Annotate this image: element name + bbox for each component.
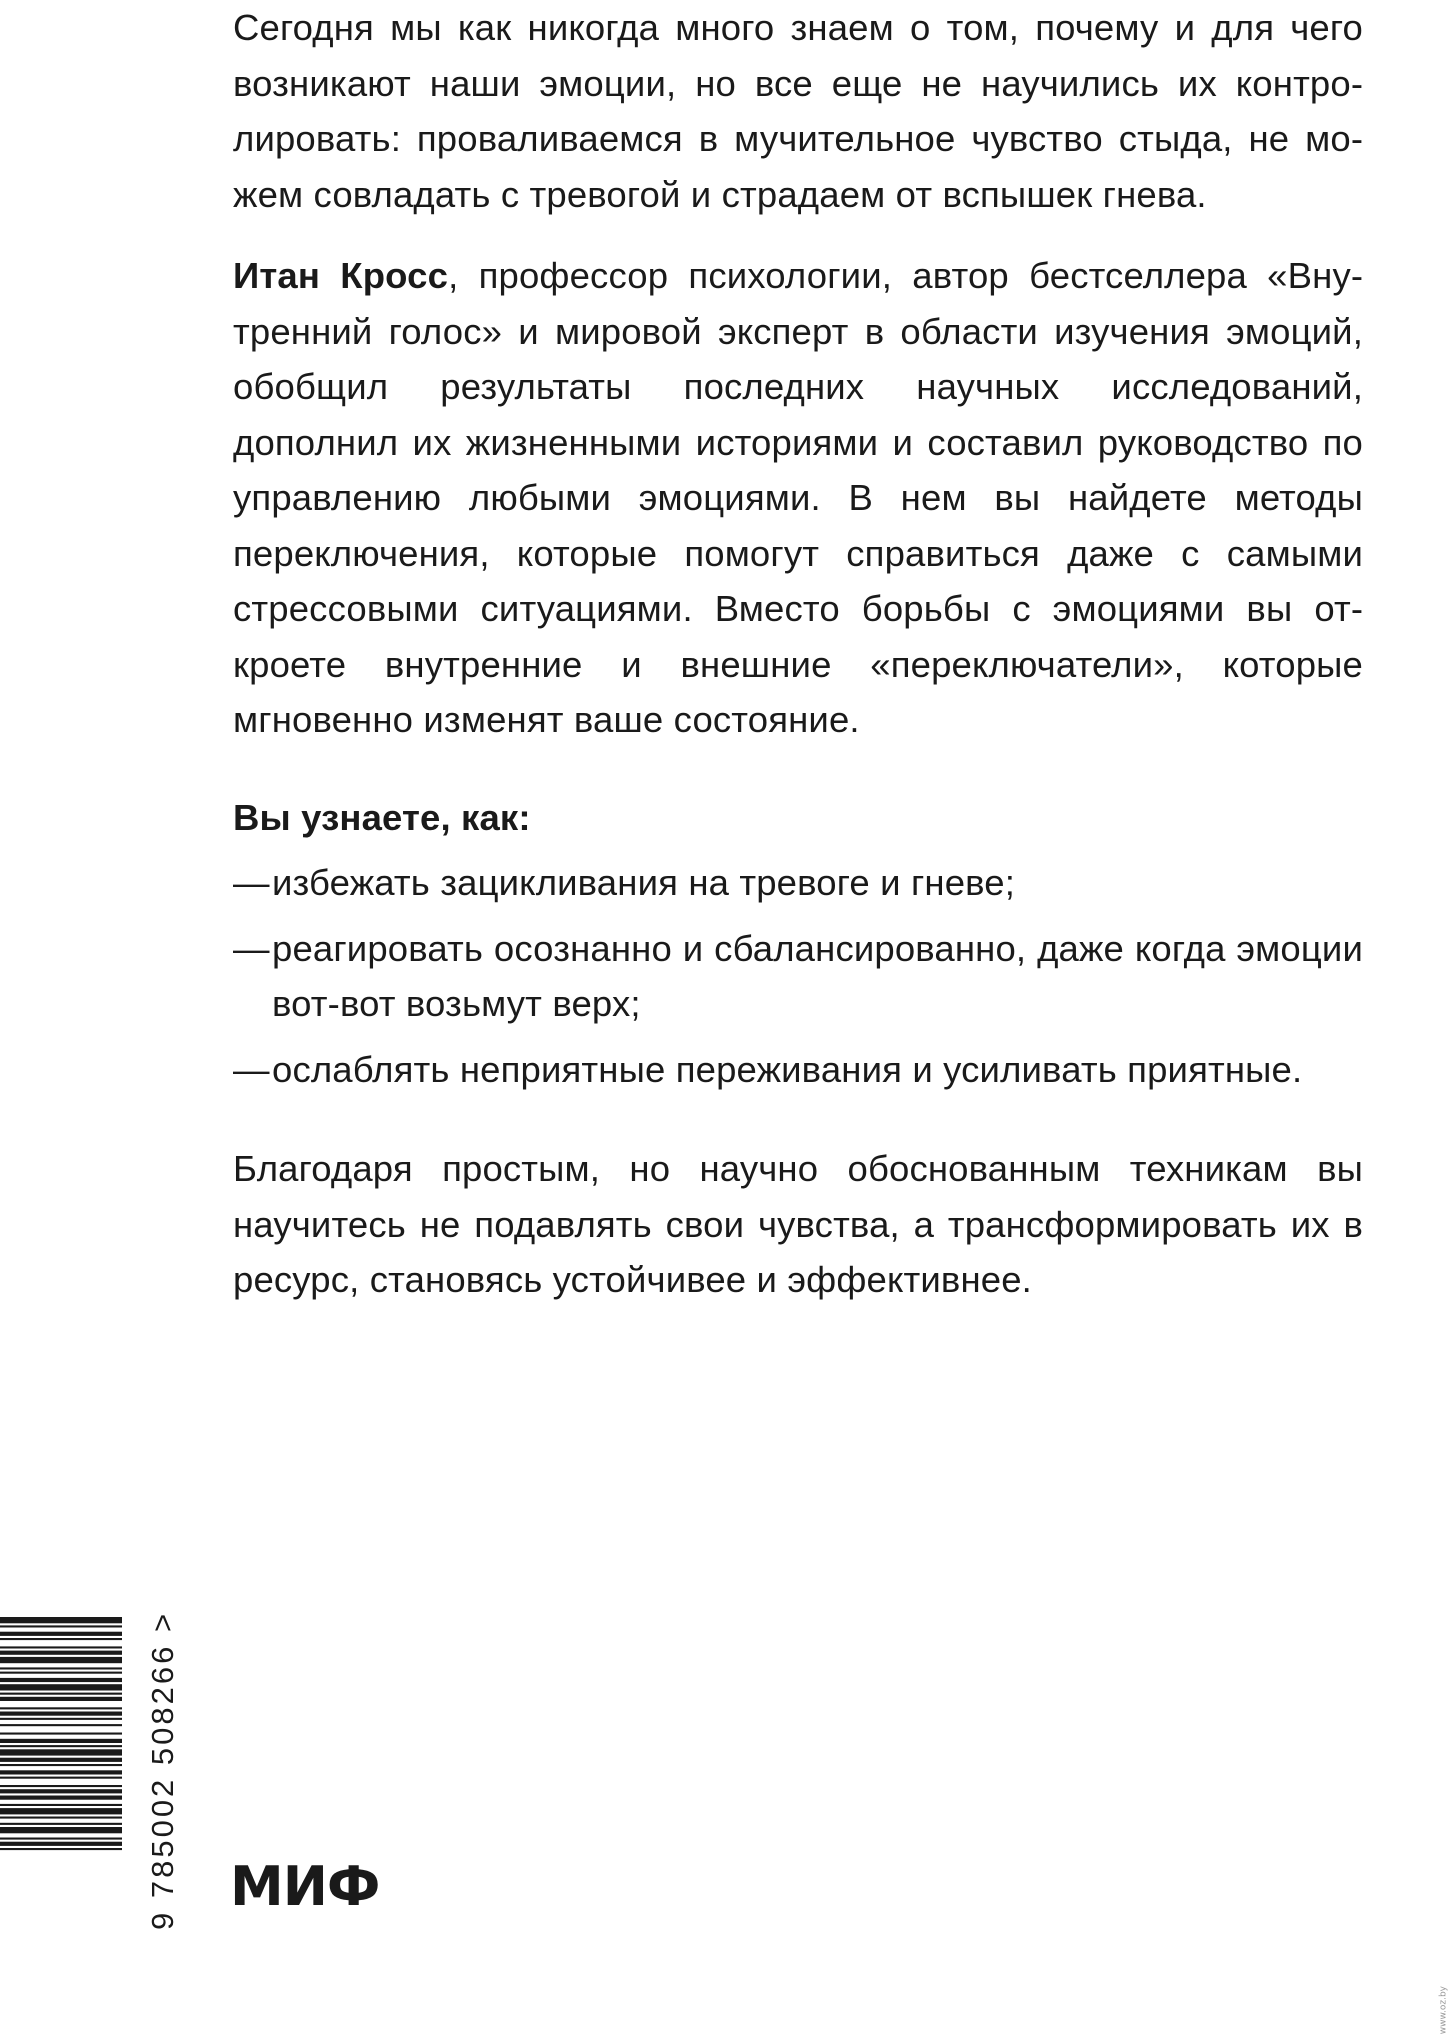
learn-list	[233, 855, 1363, 1097]
site-watermark: www.oz.by	[1438, 1986, 1448, 2034]
isbn-barcode	[0, 1615, 160, 1935]
author-description: , профессор психологии, автор бестселлера «Внутренний голос» и мировой эксперт в области изучения эмоций, обобщил результаты последних научных исследований, дополнил их жизненными историями и составил руководство по управлению любыми эмоциями. В нем вы найдете методы переключения, которые помогут справиться даже с самыми стрессовыми ситуациями. Вместо борьбы с эмоциями вы откроете внутренние и внешние «переключатели», которые мгновенно изменят ваше состояние.	[233, 255, 1363, 740]
dash-marker: —	[233, 927, 270, 969]
list-item	[233, 921, 1363, 1032]
dash-marker: —	[233, 862, 270, 903]
list-item-text: ослаблять неприятные переживания и усиливать приятные.	[272, 1048, 1303, 1090]
dash-marker: —	[233, 1048, 270, 1090]
isbn-digits: 9 785002 508266 >	[145, 1610, 180, 1930]
list-item	[233, 1042, 1363, 1098]
author-name: Итан Кросс	[233, 255, 449, 296]
learn-heading: Вы узнаете, как:	[233, 796, 531, 838]
back-cover-text	[233, 0, 1363, 1308]
author-paragraph	[233, 248, 1363, 748]
list-item-text: избежать зацикливания на тревоге и гневе;	[272, 862, 1016, 903]
intro-paragraph: Сегодня мы как никогда много знаем о том, почему и для чего возникают наши эмоции, но все еще не научились их контролировать: проваливаемся в мучительное чувство стыда, не можем совладать с тревогой и страдаем от вспышек гнева.	[233, 7, 1363, 215]
list-item	[233, 855, 1363, 911]
closing-paragraph: Благодаря простым, но научно обоснованным техникам вы научитесь не подавлять свои чувства, а трансформировать их в ресурс, становясь устойчивее и эффективнее.	[233, 1148, 1363, 1300]
publisher-logo: МИФ	[230, 1855, 380, 1918]
list-item-text: реагировать осознанно и сбалансированно, даже когда эмоции вот-вот возьмут верх;	[272, 927, 1363, 1024]
